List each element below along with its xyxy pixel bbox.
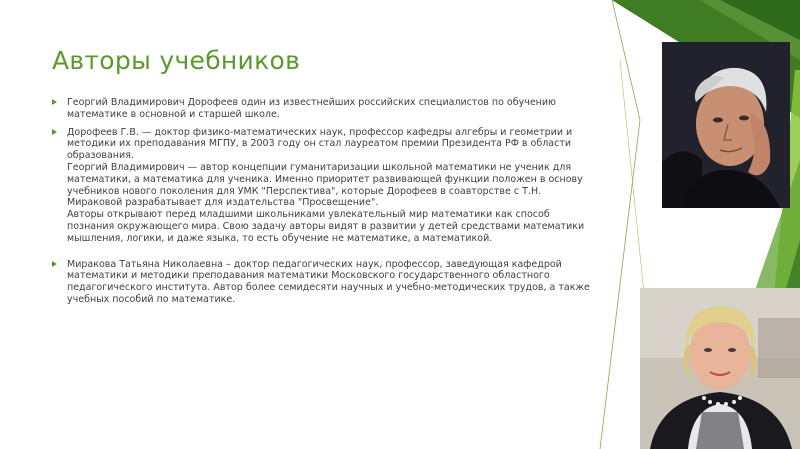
bullet-text: Дорофеев Г.В. — доктор физико-математических наук, профессор кафедры алгебры и геометрии и методики их преподавания МГПУ, в 2003 году он стал лауреатом премии Президента РФ в области образования. <box>67 126 573 162</box>
mirakova-portrait-photo <box>640 288 800 449</box>
slide-title: Авторы учебников <box>52 46 301 75</box>
bullet-item <box>50 259 590 306</box>
dorofeev-portrait-photo <box>662 42 790 208</box>
bullet-text: Георгий Владимирович — автор концепции гуманитаризации школьной математики не ученик для математики, а математика для ученика. Именно приоритет развивающей функции положен в основу учебников нового поколения для УМК "Перспектива", которые Дорофеев в соавторстве с Т.Н. Мираковой разрабатывает для издательства "Просвещение". <box>67 161 583 209</box>
triangle-bullet-icon <box>52 129 57 135</box>
bullet-list <box>50 97 590 306</box>
triangle-bullet-icon <box>52 99 57 105</box>
bullet-item <box>50 97 590 121</box>
bullet-item <box>50 127 590 245</box>
bullet-text: Авторы открывают перед младшими школьниками увлекательный мир математики как способ познания окружающего мира. Свою задачу авторы видят в развитии у детей средствами математики мышления, логики, и даже языка, то есть обучение не математике, а математикой. <box>67 209 585 244</box>
triangle-bullet-icon <box>52 261 57 267</box>
bullet-text: Миракова Татьяна Николаевна – доктор педагогических наук, профессор, заведующая кафедрой математики и методики преподавания математики Московского государственного областного педагогического института. Автор более семидесяти научных и учебно-методических трудов, а также учебных пособий по математике. <box>67 258 590 305</box>
bullet-text: Георгий Владимирович Дорофеев один из известнейших российских специалистов по обучению математике в основной и старшей школе. <box>67 97 557 120</box>
